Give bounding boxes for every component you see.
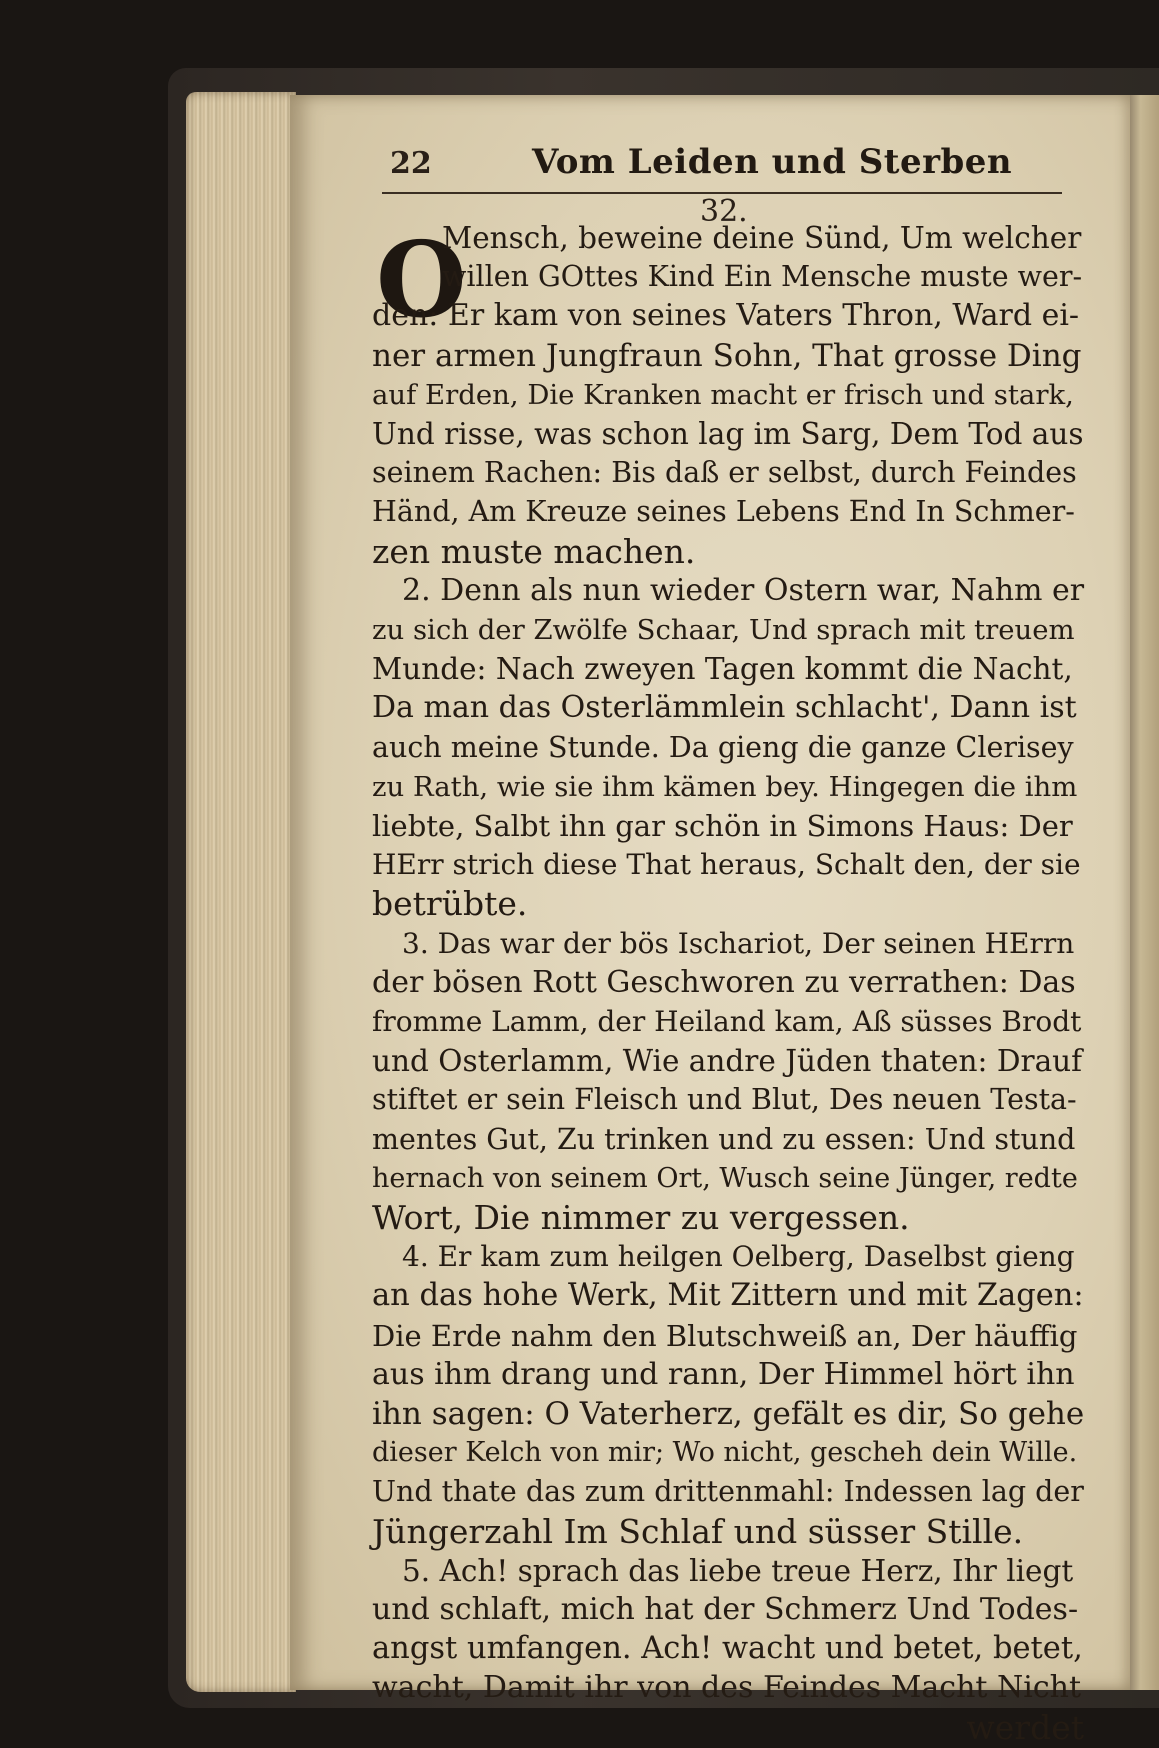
text-line: an das hohe Werk, Mit Zittern und mit Zagen:: [372, 1278, 1084, 1314]
text-line: Munde: Nach zweyen Tagen kommt die Nacht,: [372, 652, 1073, 687]
drop-cap: O: [376, 218, 467, 341]
text-line: 5. Ach! sprach das liebe treue Herz, Ihr liegt: [402, 1553, 1074, 1588]
text-line: seinem Rachen: Bis daß er selbst, durch Feindes: [372, 456, 1077, 490]
text-line: Da man das Osterlämmlein schlacht', Dann ist: [372, 690, 1077, 726]
text-line: zu sich der Zwölfe Schaar, Und sprach mit treuem: [372, 614, 1075, 646]
text-line: auf Erden, Die Kranken macht er frisch und stark,: [372, 378, 1074, 411]
text-line: HErr strich diese That heraus, Schalt den, der sie: [372, 848, 1081, 882]
text-line: 3. Das war der bös Ischariot, Der seinen HErrn: [402, 926, 1075, 960]
page-edges: [186, 92, 296, 1692]
page-title: Vom Leiden und Sterben: [532, 142, 1013, 182]
text-line: Händ, Am Kreuze seines Lebens End In Schmer-: [372, 495, 1075, 529]
text-line: der bösen Rott Geschworen zu verrathen: Das: [372, 964, 1076, 1000]
text-line: liebte, Salbt ihn gar schön in Simons Haus: Der: [372, 809, 1073, 843]
text-line: Wort, Die nimmer zu vergessen.: [372, 1198, 910, 1237]
text-line: willen GOttes Kind Ein Mensche muste wer-: [442, 260, 1083, 294]
text-line: Die Erde nahm den Blutschweiß an, Der häuffig: [372, 1318, 1078, 1353]
text-line: Und thate das zum drittenmahl: Indessen lag der: [372, 1475, 1084, 1509]
text-line: zu Rath, wie sie ihm kämen bey. Hingegen die ihm: [372, 770, 1078, 803]
text-line: Jüngerzahl Im Schlaf und süsser Stille.: [372, 1511, 1024, 1551]
text-line: aus ihm drang und rann, Der Himmel hört ihn: [372, 1356, 1075, 1392]
text-line: mentes Gut, Zu trinken und zu essen: Und stund: [372, 1122, 1076, 1156]
facing-page-edge: [1128, 95, 1159, 1690]
text-line: auch meine Stunde. Da gieng die ganze Clerisey: [372, 730, 1074, 764]
text-line: stiftet er sein Fleisch und Blut, Des neuen Testa-: [372, 1083, 1077, 1117]
text-line: werdet: [966, 1707, 1084, 1747]
page-number: 22: [390, 146, 432, 181]
text-line: wacht, Damit ihr von des Feindes Macht Nicht: [372, 1670, 1082, 1706]
hymn-number: 32.: [700, 194, 748, 229]
text-line: ihn sagen: O Vaterherz, gefält es dir, So gehe: [372, 1396, 1085, 1432]
running-head: [382, 142, 1062, 194]
text-line: 4. Er kam zum heilgen Oelberg, Daselbst gieng: [402, 1240, 1075, 1274]
text-line: den: Er kam von seines Vaters Thron, Ward ei-: [372, 298, 1080, 334]
text-line: hernach von seinem Ort, Wusch seine Jünger, redte: [372, 1162, 1078, 1194]
text-line: Und risse, was schon lag im Sarg, Dem Tod aus: [372, 417, 1084, 451]
text-line: dieser Kelch von mir; Wo nicht, gescheh dein Wille.: [372, 1437, 1078, 1469]
text-line: ner armen Jungfraun Sohn, That grosse Ding: [372, 337, 1082, 374]
text-line: und Osterlamm, Wie andre Jüden thaten: Drauf: [372, 1044, 1083, 1079]
text-line: angst umfangen. Ach! wacht und betet, betet,: [372, 1631, 1083, 1667]
text-line: Mensch, beweine deine Sünd, Um welcher: [442, 221, 1082, 255]
text-line: und schlaft, mich hat der Schmerz Und Todes-: [372, 1592, 1079, 1627]
text-line: zen muste machen.: [372, 531, 696, 571]
text-line: 2. Denn als nun wieder Ostern war, Nahm er: [402, 572, 1085, 608]
text-line: betrübte.: [372, 884, 528, 924]
text-line: fromme Lamm, der Heiland kam, Aß süsses Brodt: [372, 1005, 1082, 1038]
